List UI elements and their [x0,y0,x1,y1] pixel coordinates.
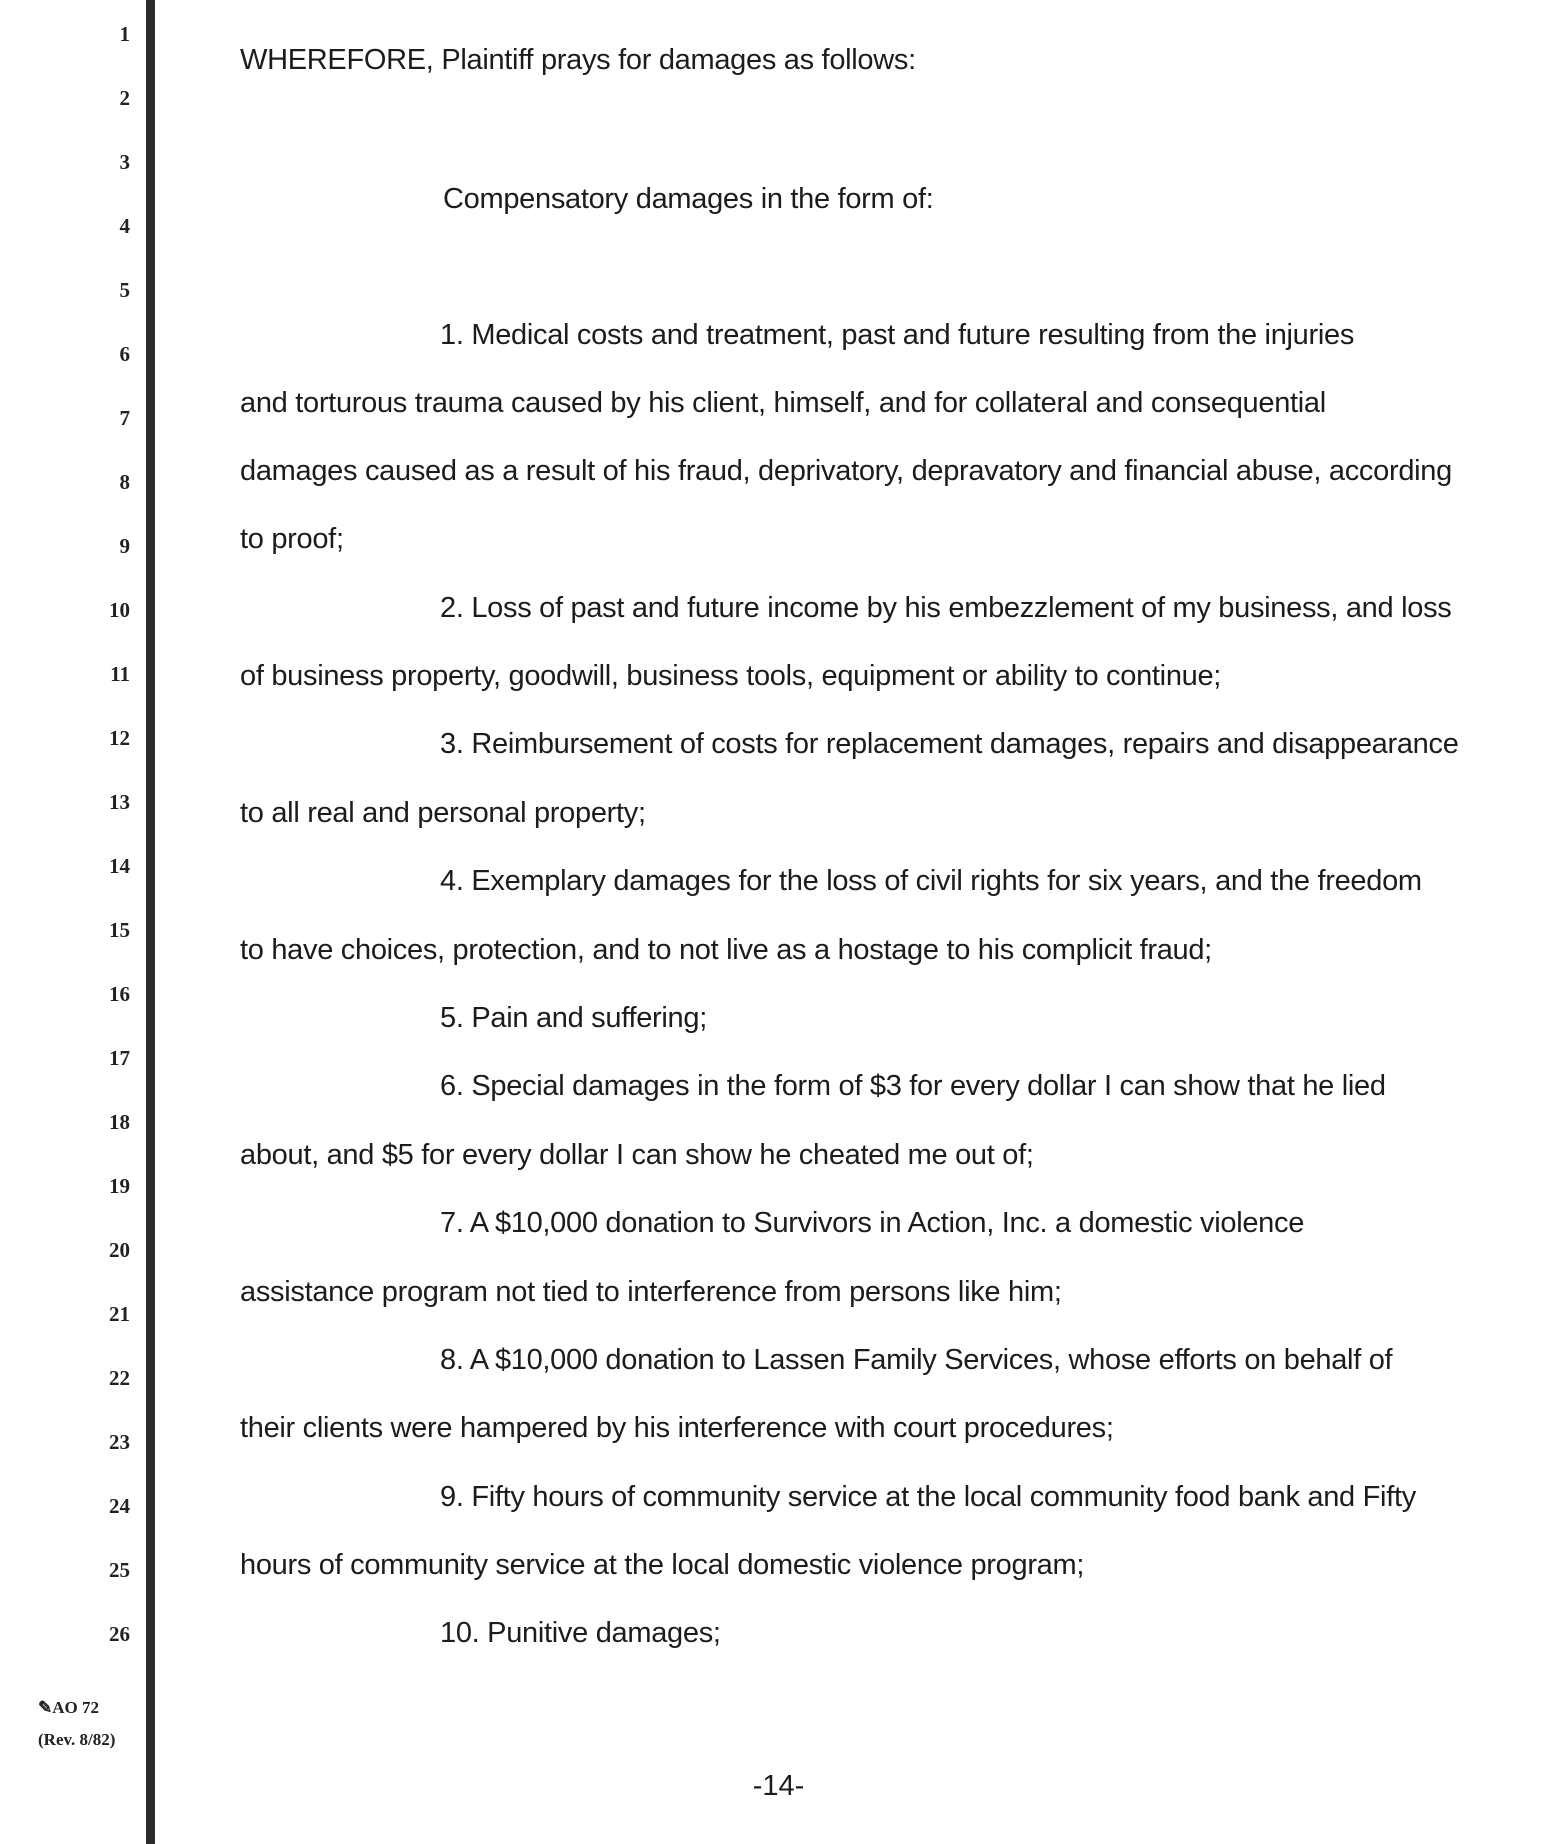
line-number: 17 [109,1046,130,1070]
line-number: 16 [109,982,130,1006]
item-1-continuation: and torturous trauma caused by his client, himself, and for collateral and consequential [240,387,1326,419]
item-6: 6. Special damages in the form of $3 for every dollar I can show that he lied [440,1070,1386,1102]
line-number: 11 [110,662,130,686]
item-3: 3. Reimbursement of costs for replacement damages, repairs and disappearance [440,728,1459,760]
item-2-continuation: of business property, goodwill, business tools, equipment or ability to continue; [240,660,1222,692]
item-10: 10. Punitive damages; [440,1617,721,1649]
wherefore-clause: WHEREFORE, Plaintiff prays for damages as follows: [240,44,916,76]
line-number: 23 [109,1430,130,1454]
item-9-continuation: hours of community service at the local domestic violence program; [240,1549,1085,1581]
item-1: 1. Medical costs and treatment, past and future resulting from the injuries [440,319,1355,351]
line-number: 25 [109,1558,130,1582]
item-9: 9. Fifty hours of community service at the local community food bank and Fifty [440,1481,1416,1513]
item-8-continuation: their clients were hampered by his interference with court procedures; [240,1412,1114,1444]
item-2: 2. Loss of past and future income by his embezzlement of my business, and loss [440,592,1452,624]
line-number: 12 [109,726,130,750]
line-number: 18 [109,1110,130,1134]
line-number: 10 [109,598,130,622]
line-number: 22 [109,1366,130,1390]
form-revision-label: (Rev. 8/82) [38,1730,116,1749]
item-4: 4. Exemplary damages for the loss of civil rights for six years, and the freedom [440,865,1422,897]
item-6-continuation: about, and $5 for every dollar I can show he cheated me out of; [240,1139,1034,1171]
line-number: 21 [109,1302,130,1326]
line-number: 5 [119,278,130,302]
line-number: 6 [119,342,130,366]
item-1-continuation: to proof; [240,523,344,555]
line-number: 26 [109,1622,130,1646]
item-3-continuation: to all real and personal property; [240,797,646,829]
line-number: 2 [119,86,130,110]
item-8: 8. A $10,000 donation to Lassen Family Services, whose efforts on behalf of [440,1344,1393,1376]
line-number: 13 [109,790,130,814]
line-number: 8 [119,470,130,494]
item-7: 7. A $10,000 donation to Survivors in Action, Inc. a domestic violence [440,1207,1305,1239]
line-number: 24 [109,1494,130,1518]
line-number: 7 [119,406,130,430]
item-1-continuation: damages caused as a result of his fraud, deprivatory, depravatory and financial abuse, according [240,455,1452,487]
line-number: 4 [119,214,130,238]
line-number: 3 [119,150,130,174]
item-7-continuation: assistance program not tied to interference from persons like him; [240,1276,1062,1308]
compensatory-heading: Compensatory damages in the form of: [443,183,934,215]
line-number: 15 [109,918,130,942]
line-number: 9 [119,534,130,558]
pencil-icon: ✎ [38,1698,53,1717]
line-number: 20 [109,1238,130,1262]
form-code-label: ✎AO 72 [38,1698,99,1717]
item-5: 5. Pain and suffering; [440,1002,707,1034]
line-number: 1 [119,22,130,46]
line-number: 14 [109,854,130,878]
page-number: -14- [752,1770,805,1802]
item-4-continuation: to have choices, protection, and to not live as a hostage to his complicit fraud; [240,934,1212,966]
line-number: 19 [109,1174,130,1198]
